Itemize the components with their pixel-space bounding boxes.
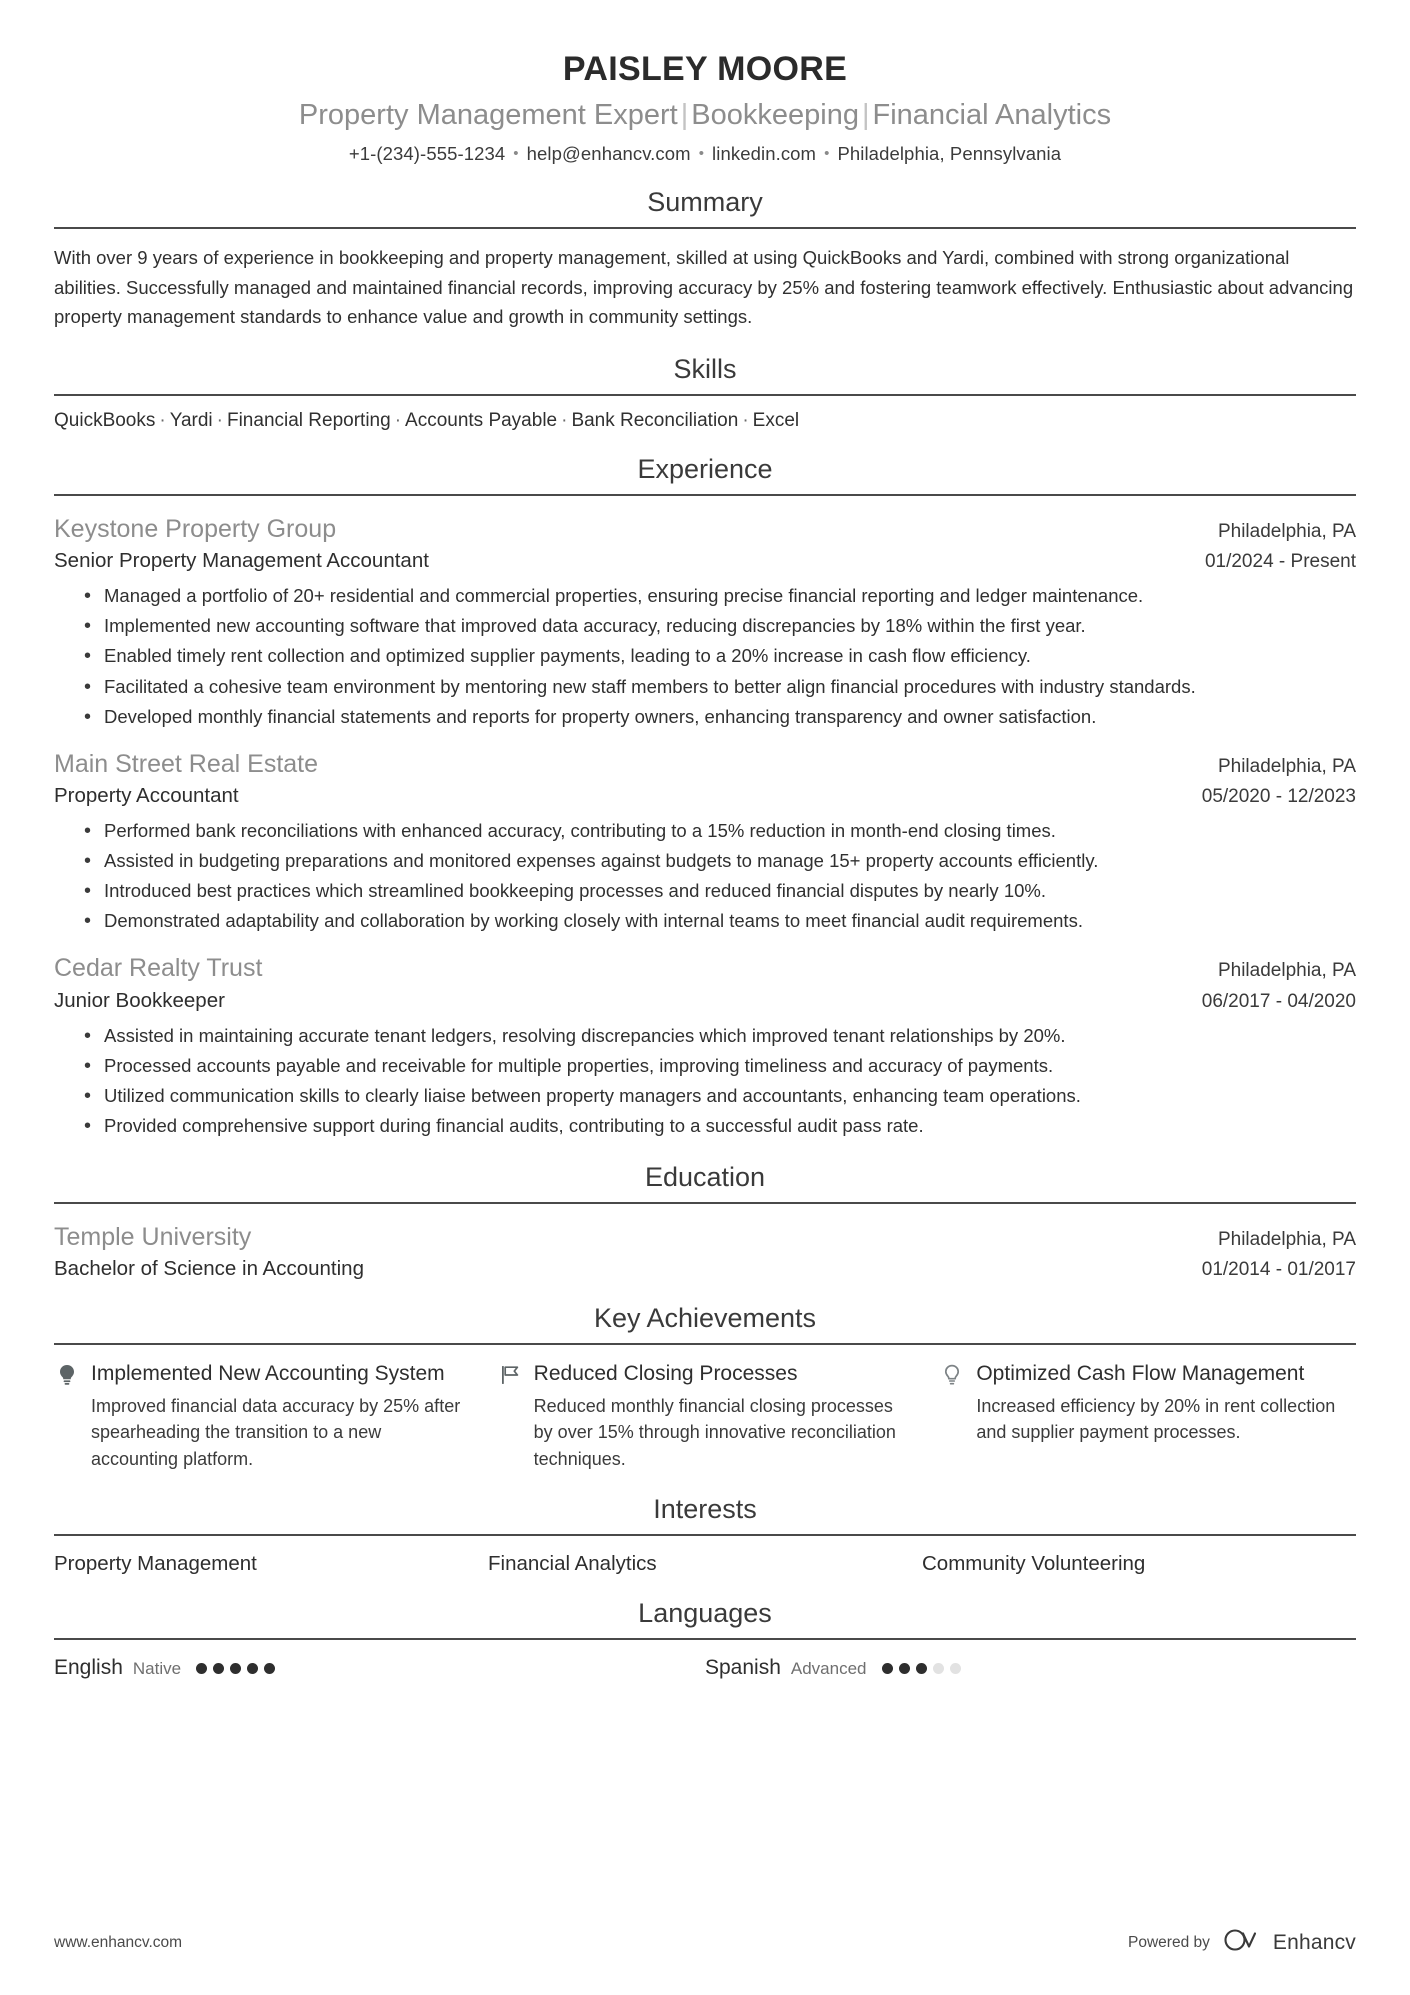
experience-bullet: • Introduced best practices which streamlined bookkeeping processes and reduced financial disputes by nearly 10%. [84,877,1356,905]
section-title-summary: Summary [647,187,763,218]
interests-grid [54,1536,1356,1576]
section-title-skills: Skills [673,354,737,384]
language-item [54,1656,705,1680]
education-degree-row [54,1257,1356,1281]
key-achievement-item [54,1361,471,1472]
key-achievement-description: Reduced monthly financial closing processes by over 15% through innovative reconciliation techniques. [533,1395,896,1469]
experience-role-row [54,784,1356,808]
proficiency-dot-empty [933,1663,944,1674]
contact-phone: +1-(234)-555-1234 [348,143,506,165]
experience-bullet: • Performed bank reconciliations with enhanced accuracy, contributing to a 15% reduction in month-end closing times. [84,817,1356,845]
section-experience [54,454,1356,1140]
experience-role-row [54,549,1356,573]
section-interests [54,1494,1356,1576]
education-dates: 01/2014 - 01/2017 [1201,1259,1356,1281]
experience-role-row [54,989,1356,1013]
interest-item: Property Management [54,1552,257,1576]
enhancv-wordmark: Enhancv [1272,1930,1356,1954]
proficiency-dot-filled [264,1663,275,1674]
experience-company: Main Street Real Estate [54,749,319,778]
skill-separator: · [561,410,568,431]
section-title-education: Education [644,1162,766,1193]
skill-separator: · [216,410,223,431]
education-location: Philadelphia, PA [1217,1229,1356,1251]
resume-header [54,36,1356,165]
experience-bullet: • Implemented new accounting software that improved data accuracy, reducing discrepancies by 18% within the first year. [84,612,1356,640]
lightbulb-outline-icon [939,1361,965,1389]
key-achievement-title: Implemented New Accounting System [91,1362,445,1386]
experience-bullet: • Assisted in maintaining accurate tenant ledgers, resolving discrepancies which improved tenant relationships by 20%. [84,1022,1356,1050]
page-footer [54,1928,1356,1957]
experience-company: Cedar Realty Trust [54,954,263,983]
key-achievement-body [976,1361,1356,1445]
headline-separator-1: | [680,99,689,131]
experience-company-row [54,953,1356,984]
section-languages [54,1598,1356,1680]
language-proficiency-dots [191,1663,275,1674]
contact-email[interactable]: help@enhancv.com [526,143,691,165]
skill-item: Yardi [169,410,213,431]
proficiency-dot-filled [899,1663,910,1674]
language-level: Advanced [790,1659,867,1679]
lightbulb-filled-icon [54,1361,80,1389]
experience-company: Keystone Property Group [54,515,337,543]
experience-bullet: • Processed accounts payable and receivable for multiple properties, improving timeliness and accuracy of payments. [84,1052,1356,1080]
contact-separator: • [698,145,705,163]
skill-item: Excel [752,410,800,431]
interest-item: Community Volunteering [922,1552,1146,1576]
footer-website-link[interactable]: www.enhancv.com [54,1933,183,1951]
key-achievement-item [939,1361,1356,1472]
key-achievements-grid [54,1345,1356,1472]
flag-icon [497,1361,523,1389]
section-key-achievements [54,1303,1356,1472]
experience-bullet: • Demonstrated adaptability and collaboration by working closely with internal teams to meet financial audit requirements. [84,907,1356,935]
experience-dates: 01/2024 - Present [1204,551,1356,573]
enhancv-mark-icon [1222,1928,1266,1957]
interest-item: Financial Analytics [488,1552,657,1576]
section-title-experience: Experience [637,454,773,484]
skills-list [54,396,1356,432]
experience-dates: 06/2017 - 04/2020 [1201,990,1356,1012]
education-degree: Bachelor of Science in Accounting [54,1257,364,1281]
section-title-languages: Languages [638,1598,772,1629]
experience-bullet: • Facilitated a cohesive team environment by mentoring new staff members to better align financial procedures with industry standards. [84,673,1356,701]
section-title-key-achievements: Key Achievements [593,1303,817,1334]
key-achievement-description: Improved financial data accuracy by 25% after spearheading the transition to a new accounting platform. [91,1395,461,1469]
language-proficiency-dots [877,1663,961,1674]
proficiency-dot-filled [882,1663,893,1674]
experience-bullet-list [54,582,1356,731]
contact-line [54,143,1356,165]
experience-location: Philadelphia, PA [1217,960,1356,982]
skill-item: Accounts Payable [405,410,558,431]
section-summary [54,187,1356,332]
experience-item [54,733,1356,936]
experience-dates: 05/2020 - 12/2023 [1201,786,1356,808]
experience-item [54,496,1356,731]
key-achievement-body [534,1361,914,1472]
summary-text: With over 9 years of experience in bookkeeping and property management, skilled at using QuickBooks and Yardi, combined with strong organizational abilities. Successfully managed and maintained financial records, improving accuracy by 25% and fostering teamwork effectively. Enthusiastic about advancing property management standards to enhance value and growth in community settings. [54,247,1354,328]
contact-location: Philadelphia, Pennsylvania [837,143,1062,165]
headline-part-1: Property Management Expert [298,99,678,131]
skill-item: QuickBooks [54,410,156,431]
enhancv-logo [1222,1928,1356,1957]
section-skills [54,354,1356,432]
candidate-headline [54,98,1356,132]
experience-bullet: • Enabled timely rent collection and optimized supplier payments, leading to a 20% increase in cash flow efficiency. [84,642,1356,670]
skill-item: Financial Reporting [226,410,391,431]
language-level: Native [132,1659,182,1679]
proficiency-dot-empty [950,1663,961,1674]
experience-location: Philadelphia, PA [1217,755,1356,777]
experience-bullet: • Managed a portfolio of 20+ residential and commercial properties, ensuring precise financial reporting and ledger maintenance. [84,582,1356,610]
contact-linkedin[interactable]: linkedin.com [712,143,817,165]
education-school: Temple University [54,1223,252,1252]
experience-role: Property Accountant [54,784,239,808]
experience-company-row [54,749,1356,780]
experience-role: Senior Property Management Accountant [54,549,429,573]
language-name: English [54,1656,123,1680]
key-achievement-title: Optimized Cash Flow Management [976,1362,1305,1386]
skill-item: Bank Reconciliation [571,410,739,431]
contact-separator: • [824,145,830,163]
headline-separator-2: | [861,99,870,131]
education-item [54,1204,1356,1281]
education-school-row [54,1222,1356,1253]
headline-part-2: Bookkeeping [691,99,859,131]
proficiency-dot-filled [213,1663,224,1674]
headline-part-3: Financial Analytics [872,99,1112,131]
skill-separator: · [742,410,749,431]
proficiency-dot-filled [916,1663,927,1674]
experience-list [54,496,1356,1140]
key-achievement-body [91,1361,471,1472]
candidate-name: PAISLEY MOORE [562,50,848,88]
experience-bullet: • Provided comprehensive support during financial audits, contributing to a successful audit pass rate. [84,1112,1356,1140]
language-item [705,1656,1356,1680]
section-education [54,1162,1356,1281]
skill-separator: · [394,410,402,431]
footer-brand-block [1128,1928,1356,1957]
key-achievement-description: Increased efficiency by 20% in rent collection and supplier payment processes. [976,1395,1336,1443]
education-list [54,1204,1356,1281]
experience-location: Philadelphia, PA [1217,521,1356,542]
languages-grid [54,1640,1356,1680]
skill-separator: · [159,410,166,431]
footer-powered-by-label: Powered by [1128,1933,1210,1951]
key-achievement-item [497,1361,914,1472]
experience-bullet: • Utilized communication skills to clearly liaise between property managers and accountants, enhancing team operations. [84,1082,1356,1110]
key-achievement-title: Reduced Closing Processes [533,1362,798,1386]
contact-separator: • [513,145,519,163]
language-name: Spanish [705,1656,781,1680]
experience-company-row [54,514,1356,545]
experience-bullet-list [54,1022,1356,1140]
experience-bullet-list [54,817,1356,935]
experience-bullet: • Developed monthly financial statements and reports for property owners, enhancing transparency and owner satisfaction. [84,703,1356,731]
experience-role: Junior Bookkeeper [54,988,225,1012]
section-title-interests: Interests [653,1494,757,1525]
proficiency-dot-filled [230,1663,241,1674]
proficiency-dot-filled [196,1663,207,1674]
proficiency-dot-filled [247,1663,258,1674]
experience-bullet: • Assisted in budgeting preparations and monitored expenses against budgets to manage 15+ property accounts efficiently. [84,847,1356,875]
experience-item [54,937,1356,1140]
